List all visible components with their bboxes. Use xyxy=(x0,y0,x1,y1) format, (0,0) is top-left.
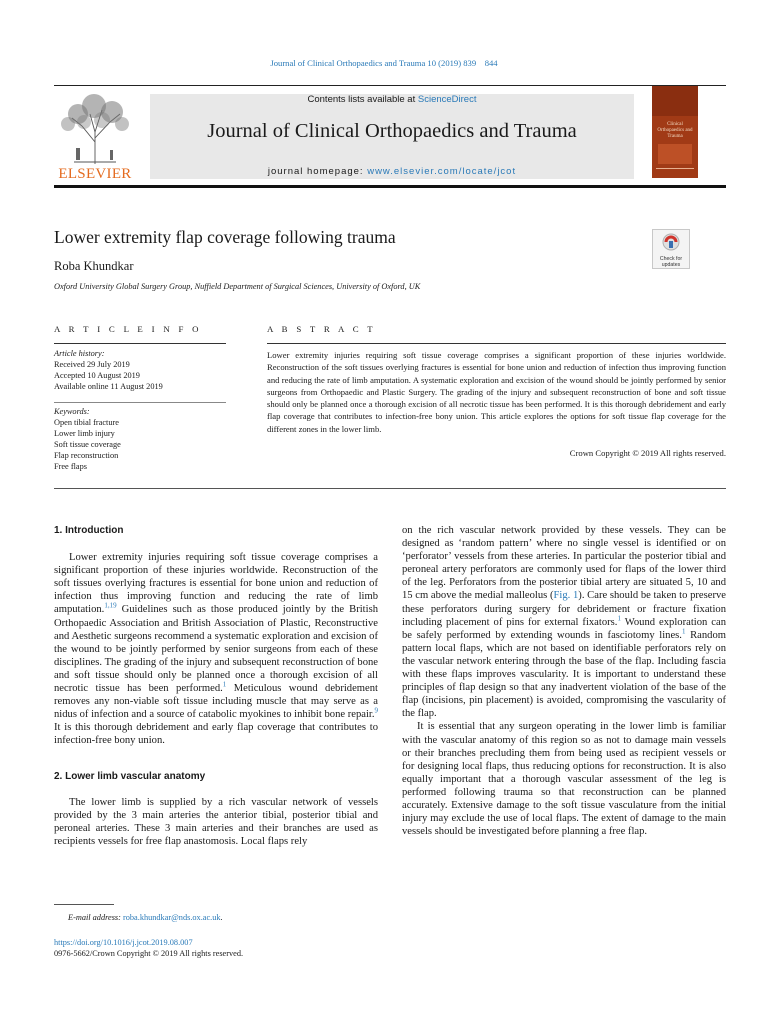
received-date: Received 29 July 2019 xyxy=(54,360,130,369)
check-updates-label: Check for updates xyxy=(659,256,683,268)
elsevier-wordmark: ELSEVIER xyxy=(58,166,132,182)
homepage-link[interactable]: www.elsevier.com/locate/jcot xyxy=(367,166,517,177)
vascular-assessment-paragraph: It is essential that any surgeon operating in the lower limb is familiar with the vascular anatomy of this region so as not to damage main vessels or their branches precluding them from being used as recipient vessels or for designing local flaps, thus reducing options for reconstruction. It is also equally important that a thorough vascular assessment of the leg is performed following trauma so that reconstruction can be planned accurately. Extensive damage to the soft tissue vasculature from the initial injury may exclude the use of local flaps. The extent of damage to the main vessels should be investigated before planning a free flap. xyxy=(402,721,726,838)
abstract-heading: A B S T R A C T xyxy=(267,324,376,334)
reference-link[interactable]: 1,19 xyxy=(104,601,117,610)
contents-prefix: Contents lists available at xyxy=(307,94,418,105)
check-for-updates-badge[interactable] xyxy=(652,229,690,269)
section-heading-introduction: 1. Introduction xyxy=(54,525,124,536)
header-rule-top xyxy=(54,85,726,86)
doi-link[interactable]: https://doi.org/10.1016/j.jcot.2019.08.007 xyxy=(54,938,193,947)
journal-citation: Journal of Clinical Orthopaedics and Trauma 10 (2019) 839 844 xyxy=(270,58,498,68)
keyword-item: Flap reconstruction xyxy=(54,451,119,460)
vascular-paragraph-continued xyxy=(402,524,726,720)
contents-line xyxy=(150,94,634,105)
intro-text-d: It is this thorough debridement and early flap coverage that contributes to infection-free bony union. xyxy=(54,722,378,747)
abstract-copyright: Crown Copyright © 2019 All rights reserved. xyxy=(569,448,726,458)
check-updates-icon xyxy=(653,230,689,252)
online-date: Available online 11 August 2019 xyxy=(54,382,163,391)
issn-copyright: 0976-5662/Crown Copyright © 2019 All rights reserved. xyxy=(54,949,244,958)
vascular-anatomy-paragraph: The lower limb is supplied by a rich vascular network of vessels provided by the 3 main arteries the anterior tibial, posterior tibial and peroneal arteries. These 3 main arteries and their branches are used as recipients vessels for free flap anastomosis. Local flaps rely xyxy=(54,796,378,847)
journal-homepage xyxy=(150,166,634,177)
cover-title: Clinical Orthopaedics and Trauma xyxy=(657,122,693,139)
left-column xyxy=(54,524,378,848)
figure-link[interactable]: Fig. 1 xyxy=(553,590,579,602)
keyword-item: Open tibial fracture xyxy=(54,418,119,427)
history-label: Article history: xyxy=(54,349,105,358)
email-label: E-mail address: xyxy=(68,913,123,922)
sciencedirect-link[interactable]: ScienceDirect xyxy=(417,94,477,105)
keyword-item: Free flaps xyxy=(54,462,87,471)
article-info-heading: A R T I C L E I N F O xyxy=(54,324,202,334)
homepage-prefix: journal homepage: xyxy=(267,166,368,177)
article-title: Lower extremity flap coverage following trauma xyxy=(54,227,396,247)
right-text-d: Random pattern local flaps, which are not based on identifiable perforators rely on the vascular network entering through the base of the flap. Including fascia with these flaps improves vascularity. It is important to understand these principles of flap design so that any inadvertent violation of the base of the flap (incisions, pin placement) is avoided, compromising the vascularity of the flap. xyxy=(402,629,726,720)
intro-text-a: Lower extremity injuries requiring soft tissue coverage comprises a significant proportion of these injuries worldwide. Reconstruction of the soft tissues overlying fractures is essential for bone union and reduction of infection thus improving function and reducing the rate of limb amputation. xyxy=(54,552,378,616)
right-text-b: ). Care should be taken to preserve these perforators during surgery for debridement or fracture fixation including placement of pins for external fixators. xyxy=(402,590,726,628)
reference-link[interactable]: 1 xyxy=(222,680,227,689)
abstract-bottom-rule xyxy=(54,488,726,489)
accepted-date: Accepted 10 August 2019 xyxy=(54,371,140,380)
reference-link[interactable]: 1 xyxy=(617,614,621,623)
right-text-a: on the rich vascular network provided by these vessels. They can be designed as ‘random pattern’ where no single vessel is identified or on ‘perforator’ vessels from these arteries. In particular the posterior tibial and peroneal artery perforators are commonly used for flaps of the lower third of the leg. Perforators from the posterior tibial artery are situated 5, 10 and 15 cm above the medial malleolus ( xyxy=(402,525,726,602)
header-rule-bottom xyxy=(54,185,726,188)
reference-link[interactable]: 1 xyxy=(681,627,686,636)
author-name: Roba Khundkar xyxy=(54,259,134,273)
footnote-email xyxy=(68,912,223,923)
right-column xyxy=(402,524,726,838)
keywords-rule xyxy=(54,402,226,403)
article-info-rule xyxy=(54,343,226,344)
article-history xyxy=(54,348,163,392)
email-end: . xyxy=(220,913,223,922)
right-text-c: Wound exploration can be safely performed by extending wounds in fasciotomy lines. xyxy=(402,616,726,641)
reference-link[interactable]: 9 xyxy=(374,706,378,715)
abstract-rule xyxy=(267,343,726,344)
keyword-item: Soft tissue coverage xyxy=(54,440,121,449)
intro-text-b: Guidelines such as those produced jointly by the British Orthopaedic Association and British Association of Plastic, Reconstructive and Aesthetic surgeons recommend a systematic exploration and excision of the wound to be jointly performed by senior surgeons from each of these disciplines. The grading of the injury and subsequent reconstruction of bone and soft tissue should only be planned once a thorough excision of all necrotic tissue has been performed. xyxy=(54,604,378,695)
email-link[interactable]: roba.khundkar@nds.ox.ac.uk xyxy=(123,913,221,922)
intro-text-c: Meticulous wound debridement removes any non-viable soft tissue including muscle that may serve as a nidus of infection and a source of catabolic myokines to inhibit bone repair. xyxy=(54,683,378,721)
section-heading-vascular-anatomy: 2. Lower limb vascular anatomy xyxy=(54,770,206,782)
abstract-text: Lower extremity injuries requiring soft tissue coverage comprises a significant proportion of these injuries worldwide. Reconstruction of the soft tissues overlying fractures is essential for bone union and reduction of infection thus improving function and reducing the rate of limb amputation. A systematic exploration and excision of the wound should be jointly performed by senior surgeons from Orthopaedic and Plastic Surgery. The grading of the injury and subsequent reconstruction of bone and soft tissue should only be planned once a thorough excision of all necrotic tissue has been performed. It is this thorough debridement and early flap coverage that contributes to infection-free bony union. This article explores the options for soft tissue flap coverage for the different zones in the lower limb. xyxy=(267,350,726,434)
introduction-paragraph xyxy=(54,551,378,747)
keywords-label: Keywords: xyxy=(54,407,90,416)
keywords-block xyxy=(54,406,121,472)
footnote-rule xyxy=(54,904,114,905)
keyword-item: Lower limb injury xyxy=(54,429,115,438)
journal-cover-thumbnail[interactable] xyxy=(652,86,698,178)
journal-title: Journal of Clinical Orthopaedics and Trauma xyxy=(207,120,577,142)
author-affiliation: Oxford University Global Surgery Group, Nuffield Department of Surgical Sciences, University of Oxford, UK xyxy=(54,282,421,291)
